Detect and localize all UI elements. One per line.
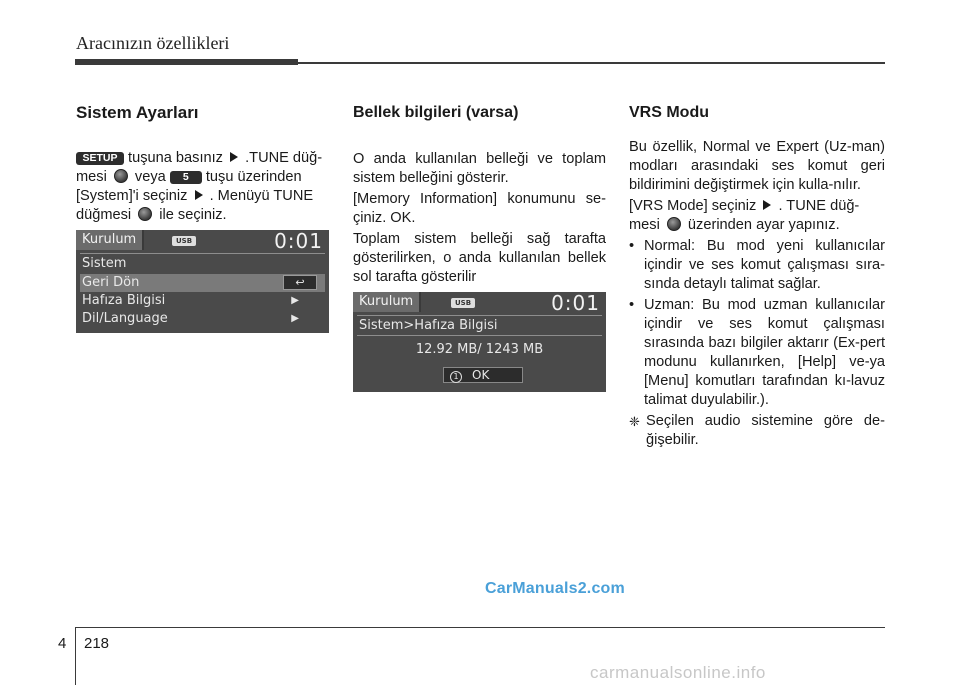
header-rule — [298, 62, 885, 64]
lcd-status-bar — [353, 292, 606, 314]
lcd-menu-item-memory-info: Hafıza Bilgisi ▶ — [82, 293, 299, 308]
chevron-right-icon: ▶ — [291, 313, 299, 324]
section-heading-system-settings: Sistem Ayarları — [76, 103, 199, 122]
chevron-right-icon: ▶ — [291, 295, 299, 306]
tune-knob-icon — [667, 217, 681, 231]
footer-site-link[interactable]: carmanualsonline.info — [590, 663, 766, 682]
lcd-tab-title: Kurulum — [76, 230, 144, 250]
vrs-mode-list — [629, 237, 885, 410]
play-arrow-icon — [195, 190, 203, 200]
column-vrs-mode — [629, 103, 885, 450]
header-bar — [75, 59, 298, 65]
lcd-screen-system-menu — [76, 230, 329, 333]
list-item: • Normal: Bu mod yeni kullanıcılar içindir ve ses komut çalışması sıra-sında detaylı talimat sağlar. — [629, 237, 885, 294]
play-arrow-icon — [763, 200, 771, 210]
watermark-link[interactable]: CarManuals2.com — [485, 580, 625, 597]
memory-info-desc: O anda kullanılan belleği ve toplam sistem belleğini gösterir. — [353, 151, 606, 186]
lcd-clock: 0:01 — [274, 230, 323, 253]
lcd-tab-title: Kurulum — [353, 292, 421, 312]
lcd-ok-button: 1 OK — [443, 367, 523, 383]
vrs-mode-note: ❈ Seçilen audio sistemine göre de-ğişebilir. — [629, 413, 885, 448]
vrs-mode-desc: Bu özellik, Normal ve Expert (Uz-man) modları arasındaki ses komut geri bildirimini değiştirmek için kulla-nılır. — [629, 139, 885, 193]
memory-info-step: [Memory Information] konumunu se-çiniz. OK. — [353, 191, 606, 226]
setup-key-icon: SETUP — [76, 152, 124, 165]
lcd-status-bar — [76, 230, 329, 252]
footer-rule — [75, 627, 885, 628]
usb-icon: USB — [172, 236, 196, 246]
usb-icon: USB — [451, 298, 475, 308]
section-heading-vrs-mode: VRS Modu — [629, 104, 709, 121]
back-arrow-icon: ↩ — [283, 275, 317, 290]
lcd-divider — [357, 335, 602, 336]
chapter-header-title: Aracınızın özellikleri — [76, 33, 230, 53]
vrs-mode-step: [VRS Mode] seçiniz . TUNE düğ- mesi üzerinden ayar yapınız. — [629, 198, 860, 233]
key-1-icon: 1 — [450, 371, 462, 383]
lcd-divider — [357, 315, 602, 316]
column-system-settings — [76, 103, 329, 231]
page-number: 218 — [84, 635, 110, 652]
lcd-menu-item-back: Geri Dön ↩ — [80, 274, 325, 292]
lcd-breadcrumb: Sistem>Hafıza Bilgisi — [359, 318, 498, 333]
lcd-menu-title: Sistem — [82, 256, 127, 271]
tune-knob-icon — [138, 207, 152, 221]
column-memory-info — [353, 103, 606, 289]
footer-site-banner — [0, 660, 960, 685]
system-settings-instructions: SETUP tuşuna basınız .TUNE düğ- mesi veya 5 tuşu üzerinden [System]'i seçiniz . Menüyü TUNE düğmesi ile seçiniz. — [76, 150, 323, 223]
section-heading-memory-info: Bellek bilgileri (varsa) — [353, 104, 519, 121]
chapter-number: 4 — [58, 635, 67, 652]
note-mark-icon: ❈ — [629, 414, 640, 429]
memory-usage-value: 12.92 MB/ 1243 MB — [415, 342, 544, 357]
lcd-screen-memory-info — [353, 292, 606, 392]
tune-knob-icon — [114, 169, 128, 183]
key-5-icon: 5 — [170, 171, 202, 184]
lcd-divider — [80, 253, 325, 254]
list-item: • Uzman: Bu mod uzman kullanıcılar içindir ve ses komut çalışması sırasında bazı bilgiler aktarır (Ex-pert modunu kullanırken, [Help] ve-ya [Menu] komutları tarafından kı-lavuz talimat duyulabilir.). — [629, 296, 885, 410]
lcd-clock: 0:01 — [551, 292, 600, 315]
memory-info-note: Toplam sistem belleği sağ tarafta gösterilirken, o anda kullanılan bellek sol tarafta gösterilir — [353, 231, 606, 285]
play-arrow-icon — [230, 152, 238, 162]
lcd-menu-item-language: Dil/Language ▶ — [82, 311, 299, 326]
